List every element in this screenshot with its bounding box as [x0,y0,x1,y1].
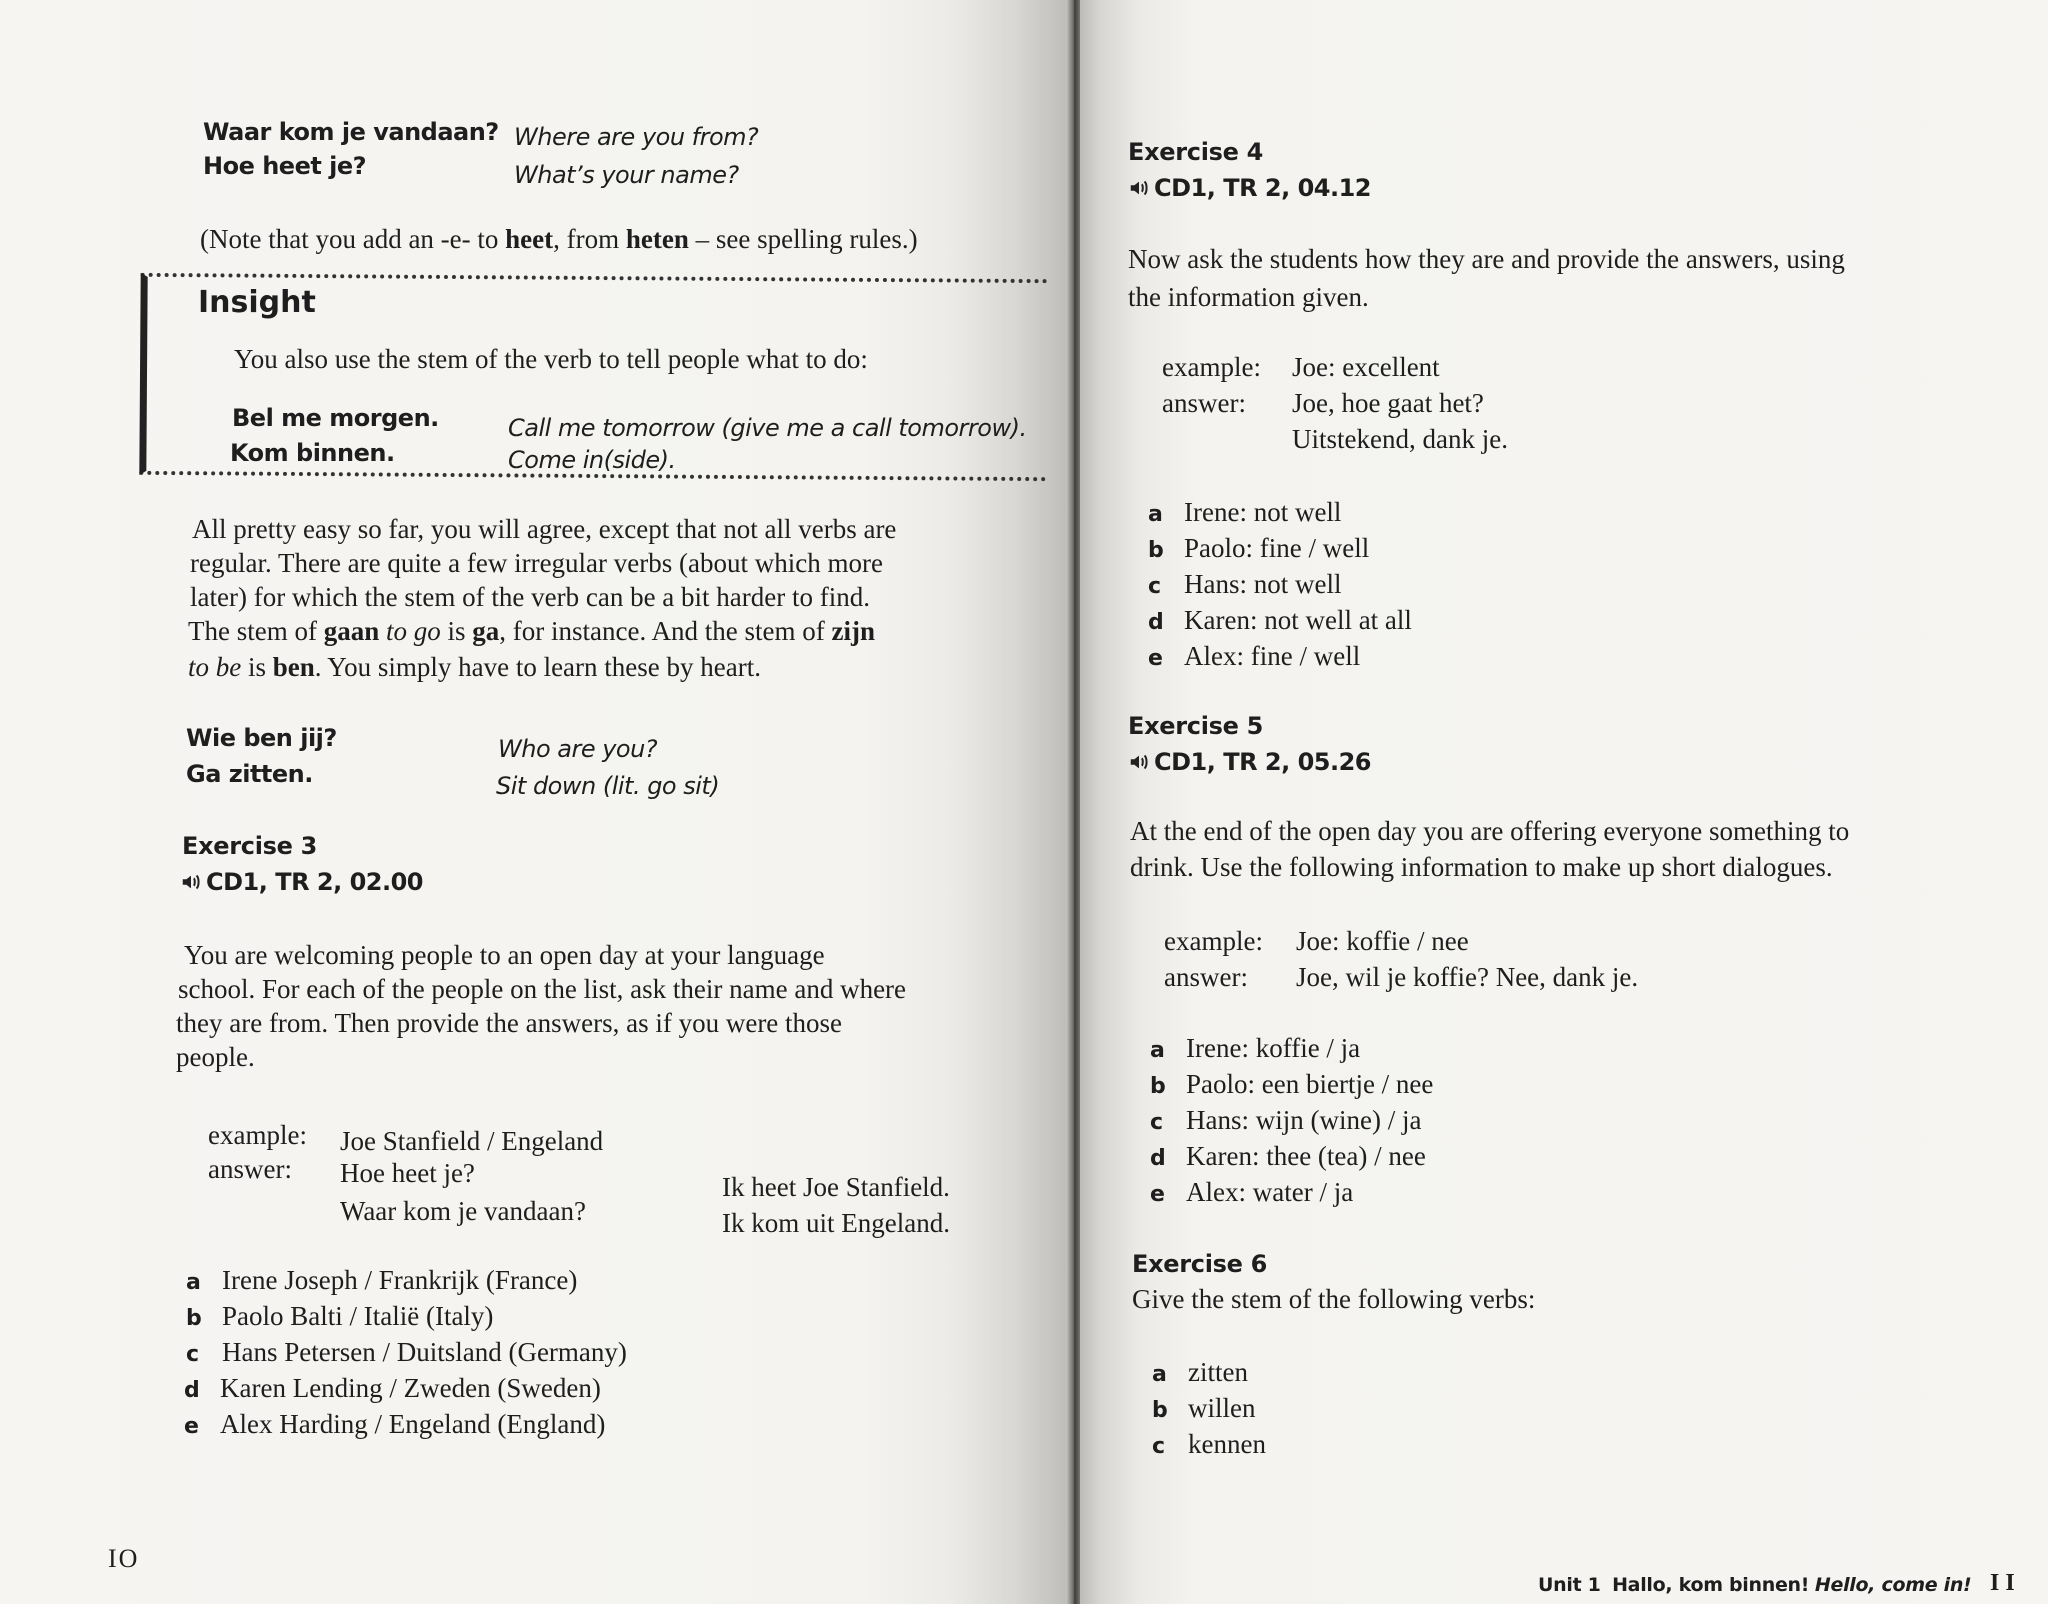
right-page [1080,0,2048,1604]
list-item: b willen [1152,1393,1256,1423]
exercise-title: Exercise 6 [1132,1250,1268,1278]
exercise-title: Exercise 4 [1128,138,1264,166]
paragraph-line: they are from. Then provide the answers, as if you were those [176,1008,843,1038]
insight-title: Insight [198,285,316,320]
answer-line: Joe, wil je koffie? Nee, dank je. [1296,962,1639,992]
insight-text: You also use the stem of the verb to tell people what to do: [234,344,868,374]
answer-line: Hoe heet je? [340,1158,475,1188]
list-item: d Karen Lending / Zweden (Sweden) [184,1373,601,1403]
list-item: d Karen: not well at all [1148,605,1412,635]
answer-line: Ik heet Joe Stanfield. [722,1172,950,1202]
answer-line: Waar kom je vandaan? [340,1196,586,1226]
page-number: I I [1990,1570,2015,1596]
list-item: e Alex: fine / well [1148,641,1361,671]
spelling-note: (Note that you add an -e- to heet, from heten – see spelling rules.) [200,224,918,254]
dialogue-dutch: Hoe heet je? [203,152,367,180]
exercise-title: Exercise 5 [1128,712,1264,740]
list-item: a Irene: koffie / ja [1150,1033,1361,1063]
paragraph-line: regular. There are quite a few irregular verbs (about which more [190,548,883,578]
example-value: Joe: excellent [1292,352,1440,382]
list-item: c kennen [1152,1429,1266,1459]
paragraph-line: school. For each of the people on the list, ask their name and where [178,974,907,1004]
list-item: c Hans: wijn (wine) / ja [1150,1105,1422,1135]
page-number: IO [108,1544,140,1573]
example-value: Joe Stanfield / Engeland [340,1126,604,1156]
dialogue-dutch: Ga zitten. [186,760,313,788]
dialogue-english: What’s your name? [514,161,739,189]
paragraph-line: Now ask the students how they are and provide the answers, using [1128,244,1845,274]
list-item: e Alex Harding / Engeland (England) [184,1409,606,1439]
list-item: d Karen: thee (tea) / nee [1150,1141,1426,1171]
list-item: c Hans: not well [1148,569,1342,599]
dialogue-english: Who are you? [498,735,658,763]
audio-track: CD1, TR 2, 04.12 [1128,174,1371,202]
answer-line: Joe, hoe gaat het? [1292,388,1484,418]
example-label: example: [1164,926,1263,956]
paragraph-line: You are welcoming people to an open day at your language [184,940,825,970]
paragraph-line: people. [176,1042,255,1072]
list-item: e Alex: water / ja [1150,1177,1354,1207]
paragraph-line: the information given. [1128,282,1369,312]
audio-track: CD1, TR 2, 05.26 [1128,748,1371,776]
paragraph-line: drink. Use the following information to make up short dialogues. [1130,852,1833,882]
list-item: a Irene Joseph / Frankrijk (France) [186,1265,578,1295]
answer-line: Uitstekend, dank je. [1292,424,1508,454]
speaker-icon [1128,751,1150,773]
audio-track: CD1, TR 2, 02.00 [180,868,423,896]
list-item: b Paolo: fine / well [1148,533,1370,563]
paragraph-line: later) for which the stem of the verb can be a bit harder to find. [190,582,870,612]
speaker-icon [180,871,202,893]
insight-english: Call me tomorrow (give me a call tomorrow). [508,414,1027,442]
list-item: c Hans Petersen / Duitsland (Germany) [186,1337,627,1367]
paragraph-line: The stem of gaan to go is ga, for instance. And the stem of zijn [188,616,875,646]
dialogue-dutch: Wie ben jij? [186,724,337,752]
running-footer: Unit 1 Hallo, kom binnen! Hello, come in! [1538,1574,1972,1596]
answer-label: answer: [1164,962,1248,992]
insight-dutch: Kom binnen. [230,439,395,467]
list-item: b Paolo Balti / Italië (Italy) [186,1301,494,1331]
exercise-instruction: Give the stem of the following verbs: [1132,1284,1536,1314]
paragraph-line: All pretty easy so far, you will agree, except that not all verbs are [192,514,897,544]
answer-line: Ik kom uit Engeland. [722,1208,950,1238]
paragraph-line: to be is ben. You simply have to learn these by heart. [188,652,761,682]
answer-label: answer: [208,1154,292,1184]
list-item: a zitten [1152,1357,1248,1387]
example-label: example: [1162,352,1261,382]
example-label: example: [208,1120,307,1150]
insight-english: Come in(side). [508,446,676,474]
exercise-title: Exercise 3 [182,832,318,860]
dialogue-english: Where are you from? [514,123,759,151]
insight-dutch: Bel me morgen. [232,404,439,432]
dialogue-dutch: Waar kom je vandaan? [203,118,499,146]
example-value: Joe: koffie / nee [1296,926,1469,956]
speaker-icon [1128,177,1150,199]
answer-label: answer: [1162,388,1246,418]
dialogue-english: Sit down (lit. go sit) [496,772,720,800]
list-item: a Irene: not well [1148,497,1342,527]
paragraph-line: At the end of the open day you are offering everyone something to [1130,816,1850,846]
list-item: b Paolo: een biertje / nee [1150,1069,1434,1099]
